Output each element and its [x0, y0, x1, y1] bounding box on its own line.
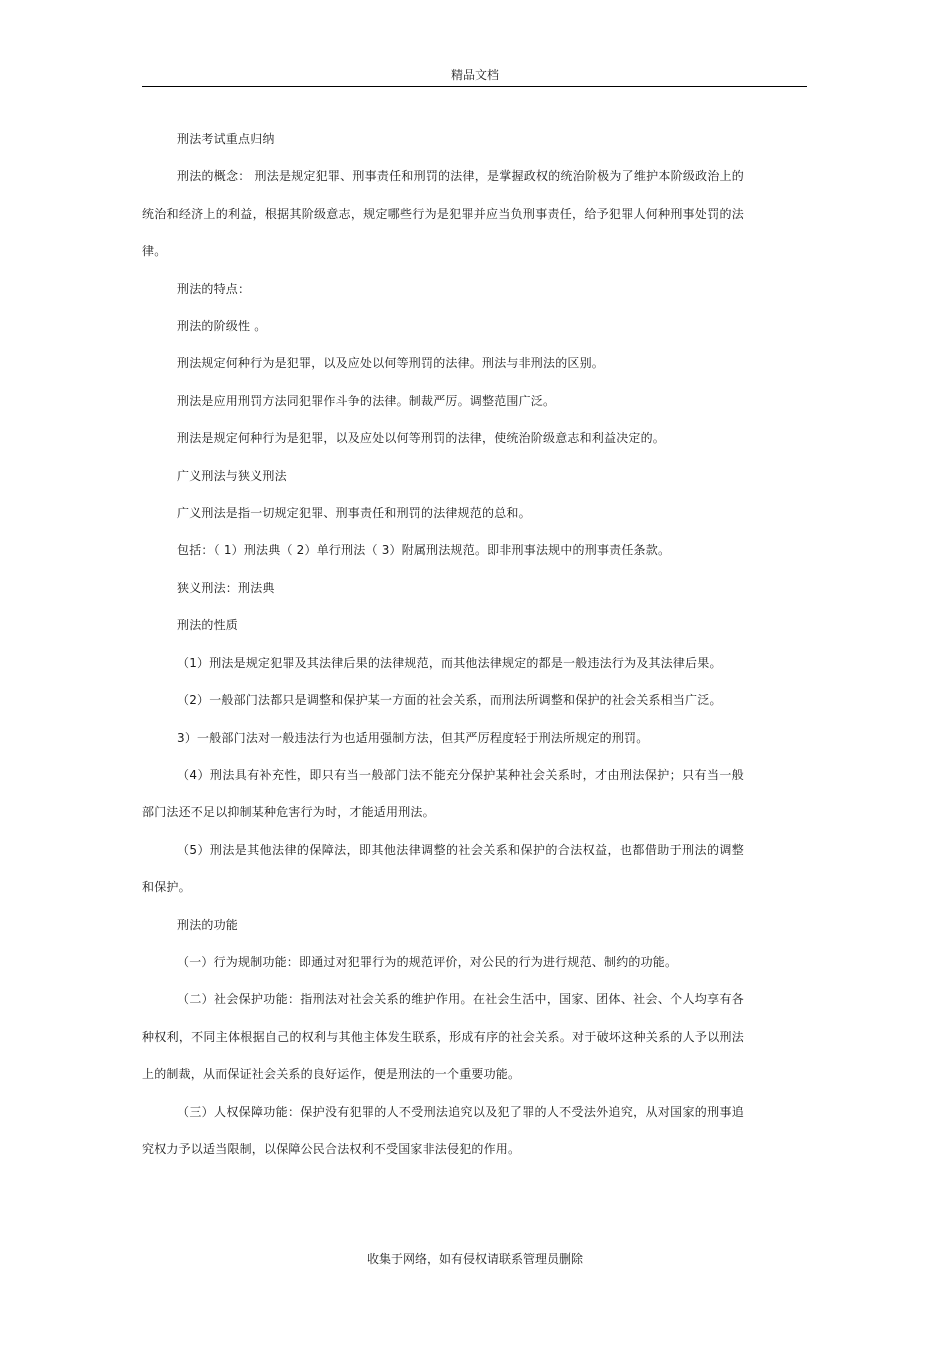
heading-broad-narrow: 广义刑法与狭义刑法 — [177, 468, 287, 483]
document-title: 刑法考试重点归纳 — [177, 132, 275, 146]
heading-functions: 刑法的功能 — [177, 917, 239, 932]
paragraph-feature-1: 刑法规定何种行为是犯罪，以及应处以何等刑罚的法律。刑法与非刑法的区别。 — [177, 356, 605, 371]
paragraph-class-nature: 刑法的阶级性 。 — [177, 319, 267, 334]
heading-features: 刑法的特点： — [177, 281, 251, 296]
paragraph-nature-3: 3）一般部门法对一般违法行为也适用强制方法，但其严厉程度轻于刑法所规定的刑罚。 — [177, 730, 649, 745]
paragraph-nature-4: （4）刑法具有补充性，即只有当一般部门法不能充分保护某种社会关系时，才由刑法保护；只有当一般部门法还不足以抑制某种危害行为时，才能适用刑法。 — [142, 767, 744, 820]
paragraph-narrow-definition: 狭义刑法：刑法典 — [177, 580, 275, 595]
page-header: 精品文档 — [450, 68, 499, 82]
paragraph-function-2: （二）社会保护功能：指刑法对社会关系的维护作用。在社会生活中，国家、团体、社会、个人均享有各种权利，不同主体根据自己的权利与其他主体发生联系，形成有序的社会关系。对于破坏这种关系的人予以刑法上的制裁，从而保证社会关系的良好运作，便是刑法的一个重要功能。 — [142, 992, 744, 1082]
paragraph-nature-2: （2）一般部门法都只是调整和保护某一方面的社会关系，而刑法所调整和保护的社会关系相当广泛。 — [177, 693, 722, 708]
paragraph-nature-1: （1）刑法是规定犯罪及其法律后果的法律规范，而其他法律规定的都是一般违法行为及其法律后果。 — [177, 655, 722, 670]
paragraph-definition: 刑法的概念： 刑法是规定犯罪、刑事责任和刑罚的法律，是掌握政权的统治阶极为了维护本阶级政治上的统治和经济上的利益，根据其阶级意志，规定哪些行为是犯罪并应当负刑事责任，给予犯罪人何种刑事处罚的法律。 — [142, 169, 744, 259]
header-divider — [142, 86, 807, 87]
heading-nature: 刑法的性质 — [177, 618, 239, 633]
paragraph-feature-3: 刑法是规定何种行为是犯罪，以及应处以何等刑罚的法律，使统治阶级意志和利益决定的。 — [177, 431, 666, 446]
paragraph-broad-includes: 包括：（ 1）刑法典（ 2）单行刑法（ 3）附属刑法规范。即非刑事法规中的刑事责任条款。 — [177, 543, 671, 558]
paragraph-function-1: （一）行为规制功能：即通过对犯罪行为的规范评价，对公民的行为进行规范、制约的功能。 — [177, 954, 678, 969]
paragraph-nature-5: （5）刑法是其他法律的保障法，即其他法律调整的社会关系和保护的合法权益，也都借助于刑法的调整和保护。 — [142, 842, 744, 895]
paragraph-function-3: （三）人权保障功能：保护没有犯罪的人不受刑法追究以及犯了罪的人不受法外追究，从对国家的刑事追究权力予以适当限制，以保障公民合法权利不受国家非法侵犯的作用。 — [142, 1104, 744, 1156]
paragraph-broad-definition: 广义刑法是指一切规定犯罪、刑事责任和刑罚的法律规范的总和。 — [177, 506, 531, 521]
page-footer: 收集于网络，如有侵权请联系管理员删除 — [366, 1252, 583, 1266]
paragraph-feature-2: 刑法是应用刑罚方法同犯罪作斗争的法律。制裁严厉。调整范围广泛。 — [177, 393, 556, 408]
document-body — [142, 121, 744, 1168]
